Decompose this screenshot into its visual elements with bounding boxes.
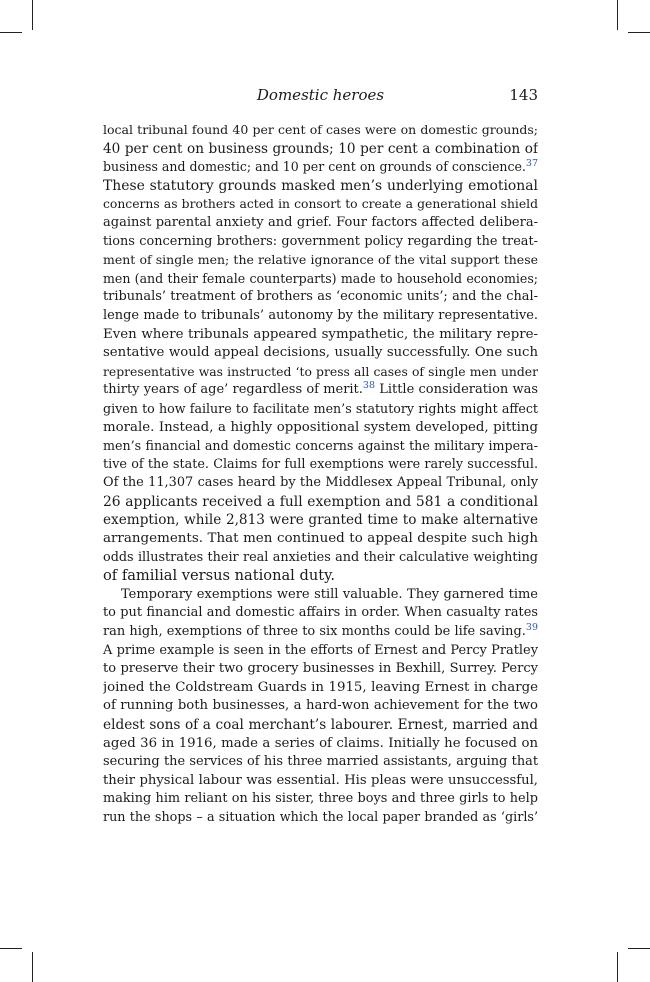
text-line: exemption, while 2,813 were granted time to make alternative [103, 512, 538, 529]
text-line: men’s financial and domestic concerns against the military impera- [103, 438, 538, 454]
crop-mark-top-left-vertical [32, 0, 33, 30]
crop-mark-bottom-left-horizontal [0, 948, 22, 949]
footnote-ref-38[interactable]: 38 [362, 381, 375, 392]
text-line: given to how failure to facilitate men’s statutory rights might affect [103, 400, 538, 416]
text-line: to put financial and domestic affairs in order. When casualty rates [103, 605, 538, 621]
text-line: against parental anxiety and grief. Four factors affected delibera- [103, 214, 538, 230]
text-line: run the shops – a situation which the local paper branded as ‘girls’ [103, 809, 538, 825]
text-line: joined the Coldstream Guards in 1915, leaving Ernest in charge [103, 679, 538, 695]
text-line [103, 381, 538, 400]
text-fragment: thirty years of age’ regardless of merit. [103, 382, 363, 398]
text-line: men (and their female counterparts) made to household economies; [103, 270, 538, 286]
text-fragment: Little consideration was [375, 382, 538, 398]
paragraph-1 [103, 121, 538, 586]
text-line [103, 158, 538, 177]
text-line: tive of the state. Claims for full exemptions were rarely successful. [103, 456, 538, 472]
text-line: arrangements. That men continued to appeal despite such high [103, 531, 538, 547]
text-line: These statutory grounds masked men’s underlying emotional [103, 177, 538, 194]
crop-mark-top-right-vertical [617, 0, 618, 30]
running-head [103, 86, 538, 106]
page-number: 143 [509, 86, 538, 104]
crop-mark-top-right-horizontal [628, 32, 650, 33]
text-line: A prime example is seen in the efforts of Ernest and Percy Pratley [103, 642, 538, 658]
text-fragment: ran high, exemptions of three to six months could be life saving. [103, 624, 526, 640]
text-line: morale. Instead, a highly oppositional system developed, pitting [103, 419, 538, 435]
crop-mark-bottom-right-horizontal [628, 948, 650, 949]
crop-mark-top-left-horizontal [0, 32, 22, 33]
text-line: Temporary exemptions were still valuable. They garnered time [121, 586, 538, 602]
text-line: securing the services of his three married assistants, arguing that [103, 754, 538, 770]
crop-mark-bottom-left-vertical [32, 952, 33, 982]
text-line: lenge made to tribunals’ autonomy by the military representative. [103, 307, 538, 323]
footnote-ref-37[interactable]: 37 [525, 158, 538, 170]
text-line: local tribunal found 40 per cent of cases were on domestic grounds; [103, 122, 538, 137]
text-line: concerns as brothers acted in consort to create a generational shield [103, 197, 538, 212]
text-line: tribunals’ treatment of brothers as ‘economic units’; and the chal- [103, 289, 538, 305]
text-line: of running both businesses, a hard-won achievement for the two [103, 698, 538, 714]
text-line: eldest sons of a coal merchant’s labourer. Ernest, married and [103, 717, 538, 733]
text-line: Of the 11,307 cases heard by the Middlesex Appeal Tribunal, only [103, 475, 538, 491]
text-line: tions concerning brothers: government policy regarding the treat- [103, 233, 538, 249]
text-line: aged 36 in 1916, made a series of claims. Initially he focused on [103, 735, 538, 751]
text-line: representative was instructed ‘to press all cases of single men under [103, 364, 538, 379]
text-line: to preserve their two grocery businesses in Bexhill, Surrey. Percy [103, 661, 538, 677]
text-fragment: business and domestic; and 10 per cent on grounds of conscience. [103, 159, 526, 175]
text-line: 40 per cent on business grounds; 10 per cent a combination of [103, 140, 538, 157]
footnote-ref-39[interactable]: 39 [525, 623, 538, 634]
text-line: odds illustrates their real anxieties and their calculative weighting [103, 549, 538, 565]
text-line [103, 623, 538, 642]
chapter-title: Domestic heroes [256, 86, 385, 104]
text-line: of familial versus national duty. [103, 567, 336, 585]
paragraph-2 [103, 586, 538, 828]
crop-mark-bottom-right-vertical [617, 952, 618, 982]
text-line: Even where tribunals appeared sympathetic, the military repre- [103, 326, 538, 342]
text-line: 26 applicants received a full exemption and 581 a conditional [103, 493, 538, 510]
text-line: ment of single men; the relative ignorance of the vital support these [103, 252, 538, 268]
text-line: their physical labour was essential. His pleas were unsuccessful, [103, 772, 538, 788]
text-line: making him reliant on his sister, three boys and three girls to help [103, 791, 538, 807]
text-line: sentative would appeal decisions, usually successfully. One such [103, 345, 538, 361]
body-text [103, 121, 538, 828]
